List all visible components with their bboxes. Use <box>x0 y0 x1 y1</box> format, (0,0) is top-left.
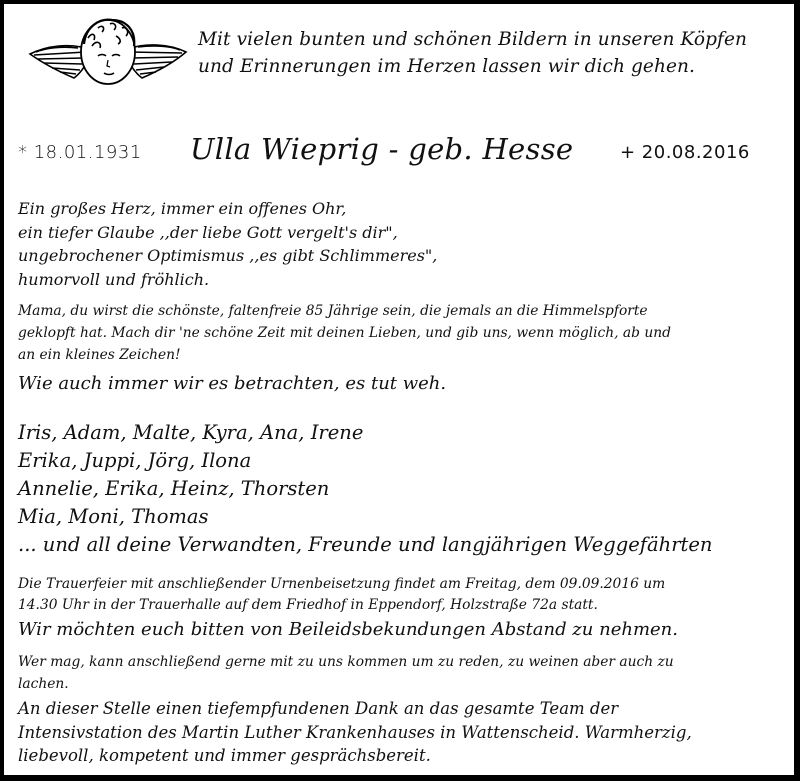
deceased-name: Ulla Wieprig - geb. Hesse <box>190 132 574 166</box>
mourners-list <box>18 419 788 559</box>
winged-cherub-icon <box>26 12 190 90</box>
poem <box>18 197 788 291</box>
message-line: an ein kleines Zeichen! <box>18 347 181 363</box>
invite-line: Wer mag, kann anschließend gerne mit zu uns kommen um zu reden, zu weinen aber auch zu <box>18 654 674 670</box>
invite-line: lachen. <box>18 676 69 692</box>
funeral-line: Die Trauerfeier mit anschließender Urnenbeisetzung findet am Freitag, dem 09.09.2016 um <box>18 576 666 592</box>
message-line: geklopft hat. Mach dir 'ne schöne Zeit mit deinen Lieben, und gib uns, wenn möglich, ab und <box>18 325 671 341</box>
thanks-line: liebevoll, kompetent und immer gesprächsbereit. <box>18 746 431 765</box>
obituary-notice <box>4 4 794 775</box>
thanks-line: An dieser Stelle einen tiefempfundenen Dank an das gesamte Team der <box>18 699 619 718</box>
name-header <box>4 132 794 172</box>
funeral-line: 14.30 Uhr in der Trauerhalle auf dem Friedhof in Eppendorf, Holzstraße 72a statt. <box>18 597 598 613</box>
mourners-line: ... und all deine Verwandten, Freunde und langjährigen Weggefährten <box>18 533 713 556</box>
message-line: Mama, du wirst die schönste, faltenfreie 85 Jährige sein, die jemals an die Himmelspforte <box>18 303 648 319</box>
acknowledgement <box>18 697 788 768</box>
poem-line: humorvoll und fröhlich. <box>18 269 210 289</box>
mourners-line: Erika, Juppi, Jörg, Ilona <box>18 449 252 472</box>
motto-line: Mit vielen bunten und schönen Bildern in unseren Köpfen <box>198 29 748 50</box>
motto <box>198 26 788 80</box>
mourners-line: Iris, Adam, Malte, Kyra, Ana, Irene <box>18 421 364 444</box>
mourners-line: Annelie, Erika, Heinz, Thorsten <box>18 477 330 500</box>
poem-line: ein tiefer Glaube ,,der liebe Gott vergelt's dir", <box>18 222 398 242</box>
message-to-mama <box>18 300 788 366</box>
gathering-invitation <box>18 651 788 695</box>
mourners-line: Mia, Moni, Thomas <box>18 505 209 528</box>
funeral-details <box>18 574 788 616</box>
birth-date: * 18.01.1931 <box>18 142 142 163</box>
death-date: + 20.08.2016 <box>620 142 750 163</box>
condolences-request: Wir möchten euch bitten von Beileidsbekundungen Abstand zu nehmen. <box>18 619 678 640</box>
poem-line: ungebrochener Optimismus ,,es gibt Schlimmeres", <box>18 246 438 265</box>
poem-line: Ein großes Herz, immer ein offenes Ohr, <box>18 199 347 218</box>
grief-statement: Wie auch immer wir es betrachten, es tut weh. <box>18 373 447 394</box>
thanks-line: Intensivstation des Martin Luther Krankenhauses in Wattenscheid. Warmherzig, <box>18 722 692 742</box>
motto-line: und Erinnerungen im Herzen lassen wir dich gehen. <box>198 56 696 77</box>
